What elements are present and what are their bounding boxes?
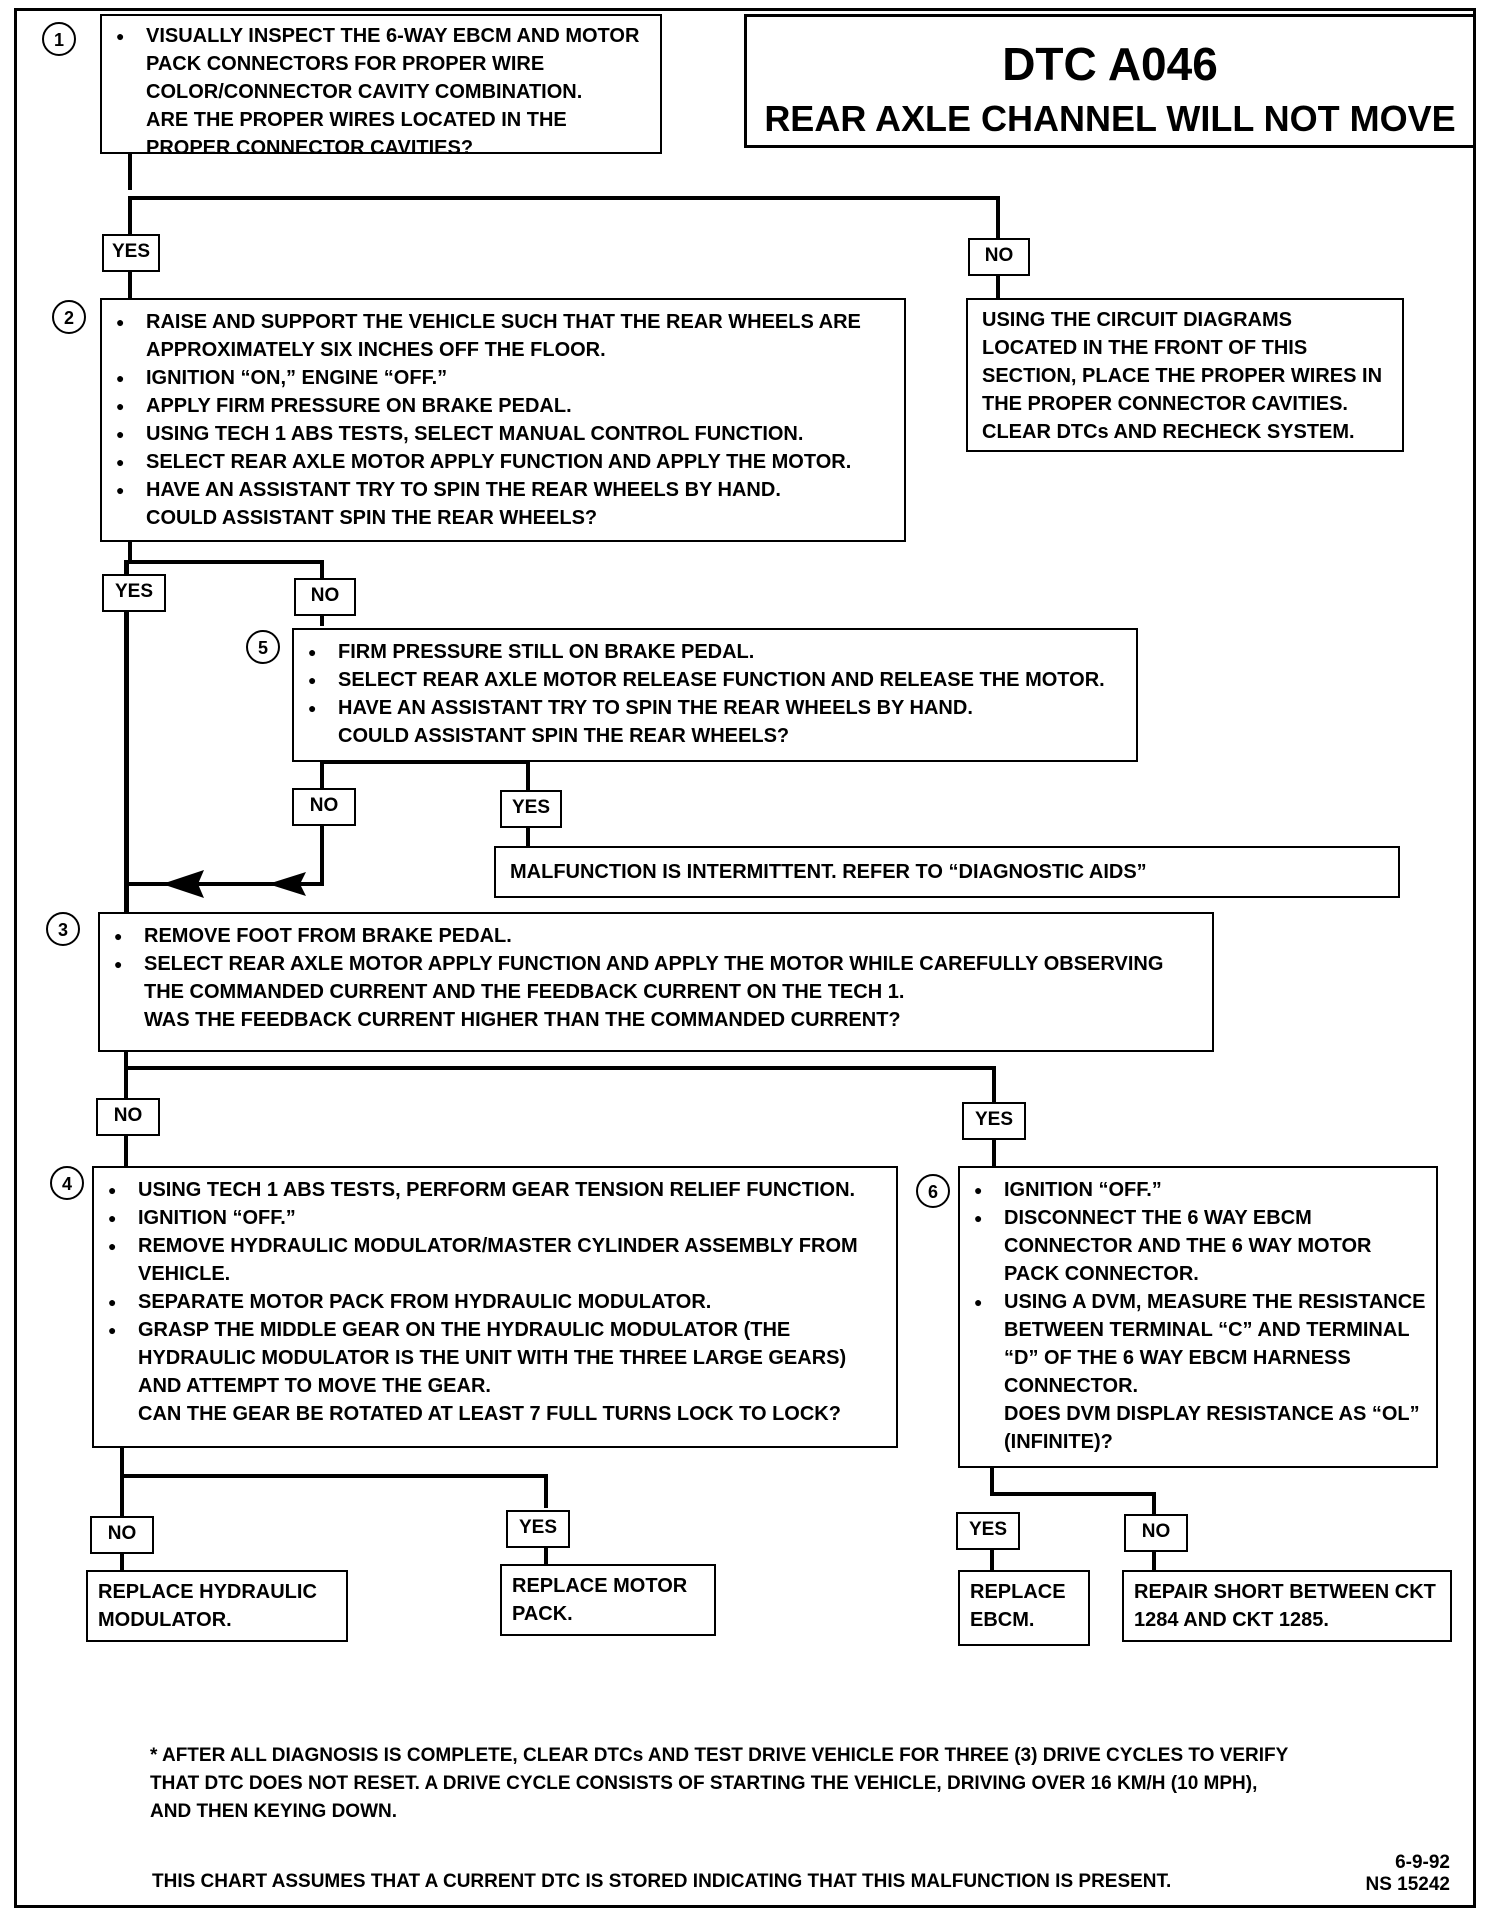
result-replace-ebcm	[958, 1570, 1090, 1646]
result-text: REPLACE EBCM.	[970, 1581, 1066, 1631]
no-label: NO	[1124, 1514, 1188, 1552]
step-6-bullet: ● DISCONNECT THE 6 WAY EBCM CONNECTOR AND THE 6 WAY MOTOR PACK CONNECTOR.	[970, 1204, 1426, 1288]
result-replace-motor	[500, 1564, 716, 1636]
dtc-code: DTC A046	[1002, 38, 1218, 90]
step-1-number: 1	[42, 22, 76, 56]
yes-label: YES	[102, 574, 166, 612]
connector	[128, 196, 1000, 200]
connector	[128, 560, 324, 564]
step-3-bullet: ● SELECT REAR AXLE MOTOR APPLY FUNCTION AND APPLY THE MOTOR WHILE CAREFULLY OBSERVING THE COMMANDED CURRENT AND THE FEEDBACK CURRENT ON THE TECH 1.	[110, 950, 1202, 1006]
connector	[120, 1474, 124, 1518]
document-id: NS 15242	[1365, 1874, 1450, 1895]
step-4-bullet: ● USING TECH 1 ABS TESTS, PERFORM GEAR TENSION RELIEF FUNCTION.	[104, 1176, 886, 1204]
yes-label: YES	[956, 1512, 1020, 1550]
step-6-question: DOES DVM DISPLAY RESISTANCE AS “OL” (INFINITE)?	[1004, 1403, 1420, 1453]
step-5-bullet: ● HAVE AN ASSISTANT TRY TO SPIN THE REAR WHEELS BY HAND.	[304, 694, 1126, 722]
chart-assumption: THIS CHART ASSUMES THAT A CURRENT DTC IS STORED INDICATING THAT THIS MALFUNCTION IS PRESENT.	[152, 1871, 1172, 1892]
step-5-bullet: ● FIRM PRESSURE STILL ON BRAKE PEDAL.	[304, 638, 1126, 666]
step-2-number: 2	[52, 300, 86, 334]
step-3-question: WAS THE FEEDBACK CURRENT HIGHER THAN THE COMMANDED CURRENT?	[144, 1009, 901, 1031]
no-label: NO	[968, 238, 1030, 276]
no-label: NO	[96, 1098, 160, 1136]
result-replace-hydraulic	[86, 1570, 348, 1642]
step-4-bullet: ● REMOVE HYDRAULIC MODULATOR/MASTER CYLINDER ASSEMBLY FROM VEHICLE.	[104, 1232, 886, 1288]
result-text: REPAIR SHORT BETWEEN CKT 1284 AND CKT 1285.	[1134, 1581, 1436, 1631]
step-2-bullet: ● IGNITION “ON,” ENGINE “OFF.”	[112, 364, 894, 392]
step-2-bullet: ● SELECT REAR AXLE MOTOR APPLY FUNCTION AND APPLY THE MOTOR.	[112, 448, 894, 476]
footnote: * AFTER ALL DIAGNOSIS IS COMPLETE, CLEAR DTCs AND TEST DRIVE VEHICLE FOR THREE (3) DRIVE CYCLES TO VERIFY THAT DTC DOES NOT RESET. A DRIVE CYCLE CONSISTS OF STARTING THE VEHICLE, DRIVING OVER 16 KM/H (10 MPH), AND THEN KEYING DOWN.	[150, 1745, 1288, 1822]
yes-label: YES	[506, 1510, 570, 1548]
arrow-icon	[160, 866, 310, 902]
step-5-yes-text: MALFUNCTION IS INTERMITTENT. REFER TO “DIAGNOSTIC AIDS”	[510, 861, 1147, 883]
no-label: NO	[294, 578, 356, 616]
result-text: REPLACE MOTOR PACK.	[512, 1575, 688, 1625]
step-6-bullet: ● IGNITION “OFF.”	[970, 1176, 1426, 1204]
step-2-box	[100, 298, 906, 542]
document-reference	[1350, 1852, 1450, 1896]
step-5-yes-result	[494, 846, 1400, 898]
step-2-question: COULD ASSISTANT SPIN THE REAR WHEELS?	[146, 507, 598, 529]
connector	[990, 1548, 994, 1572]
step-1-no-text: USING THE CIRCUIT DIAGRAMS LOCATED IN THE FRONT OF THIS SECTION, PLACE THE PROPER WIRES IN THE PROPER CONNECTOR CAVITIES. CLEAR DTCs AND RECHECK SYSTEM.	[982, 309, 1383, 443]
no-label: NO	[90, 1516, 154, 1554]
step-3-bullet: ● REMOVE FOOT FROM BRAKE PEDAL.	[110, 922, 1202, 950]
dtc-title: REAR AXLE CHANNEL WILL NOT MOVE	[764, 98, 1456, 139]
step-2-bullet: ● APPLY FIRM PRESSURE ON BRAKE PEDAL.	[112, 392, 894, 420]
step-4-bullet: ● SEPARATE MOTOR PACK FROM HYDRAULIC MODULATOR.	[104, 1288, 886, 1316]
step-4-number: 4	[50, 1166, 84, 1200]
step-5-question: COULD ASSISTANT SPIN THE REAR WHEELS?	[338, 725, 790, 747]
connector	[124, 1066, 996, 1070]
step-4-bullet: ● IGNITION “OFF.”	[104, 1204, 886, 1232]
no-label: NO	[292, 788, 356, 826]
document-date: 6-9-92	[1395, 1852, 1450, 1873]
connector	[124, 560, 129, 912]
step-6-number: 6	[916, 1174, 950, 1208]
result-text: REPLACE HYDRAULIC MODULATOR.	[98, 1581, 317, 1631]
step-5-box	[292, 628, 1138, 762]
step-1-box	[100, 14, 662, 159]
step-4-question: CAN THE GEAR BE ROTATED AT LEAST 7 FULL TURNS LOCK TO LOCK?	[138, 1403, 841, 1425]
step-1-line: ● VISUALLY INSPECT THE 6-WAY EBCM AND MOTOR PACK CONNECTORS FOR PROPER WIRE COLOR/CONNECTOR CAVITY COMBINATION.	[112, 22, 650, 106]
step-4-box	[92, 1166, 898, 1448]
step-2-bullet: ● HAVE AN ASSISTANT TRY TO SPIN THE REAR WHEELS BY HAND.	[112, 476, 894, 504]
step-6-box	[958, 1166, 1438, 1468]
step-3-box	[98, 912, 1214, 1052]
connector	[120, 1474, 548, 1478]
step-1-question: ARE THE PROPER WIRES LOCATED IN THE PROPER CONNECTOR CAVITIES?	[146, 109, 567, 159]
step-5-bullet: ● SELECT REAR AXLE MOTOR RELEASE FUNCTION AND RELEASE THE MOTOR.	[304, 666, 1126, 694]
step-5-number: 5	[246, 630, 280, 664]
step-3-number: 3	[46, 912, 80, 946]
step-2-bullet: ● RAISE AND SUPPORT THE VEHICLE SUCH THAT THE REAR WHEELS ARE APPROXIMATELY SIX INCHES OFF THE FLOOR.	[112, 308, 894, 364]
result-repair-short	[1122, 1570, 1452, 1642]
yes-label: YES	[102, 234, 160, 272]
step-2-bullet: ● USING TECH 1 ABS TESTS, SELECT MANUAL CONTROL FUNCTION.	[112, 420, 894, 448]
connector	[544, 1474, 548, 1508]
step-4-bullet: ● GRASP THE MIDDLE GEAR ON THE HYDRAULIC MODULATOR (THE HYDRAULIC MODULATOR IS THE UNIT WITH THE THREE LARGE GEARS) AND ATTEMPT TO MOVE THE GEAR.	[104, 1316, 886, 1400]
title-block	[744, 14, 1476, 148]
connector	[990, 1492, 1156, 1496]
step-1-no-result	[966, 298, 1404, 452]
yes-label: YES	[962, 1102, 1026, 1140]
step-6-bullet: ● USING A DVM, MEASURE THE RESISTANCE BETWEEN TERMINAL “C” AND TERMINAL “D” OF THE 6 WAY EBCM HARNESS CONNECTOR.	[970, 1288, 1426, 1400]
yes-label: YES	[500, 790, 562, 828]
